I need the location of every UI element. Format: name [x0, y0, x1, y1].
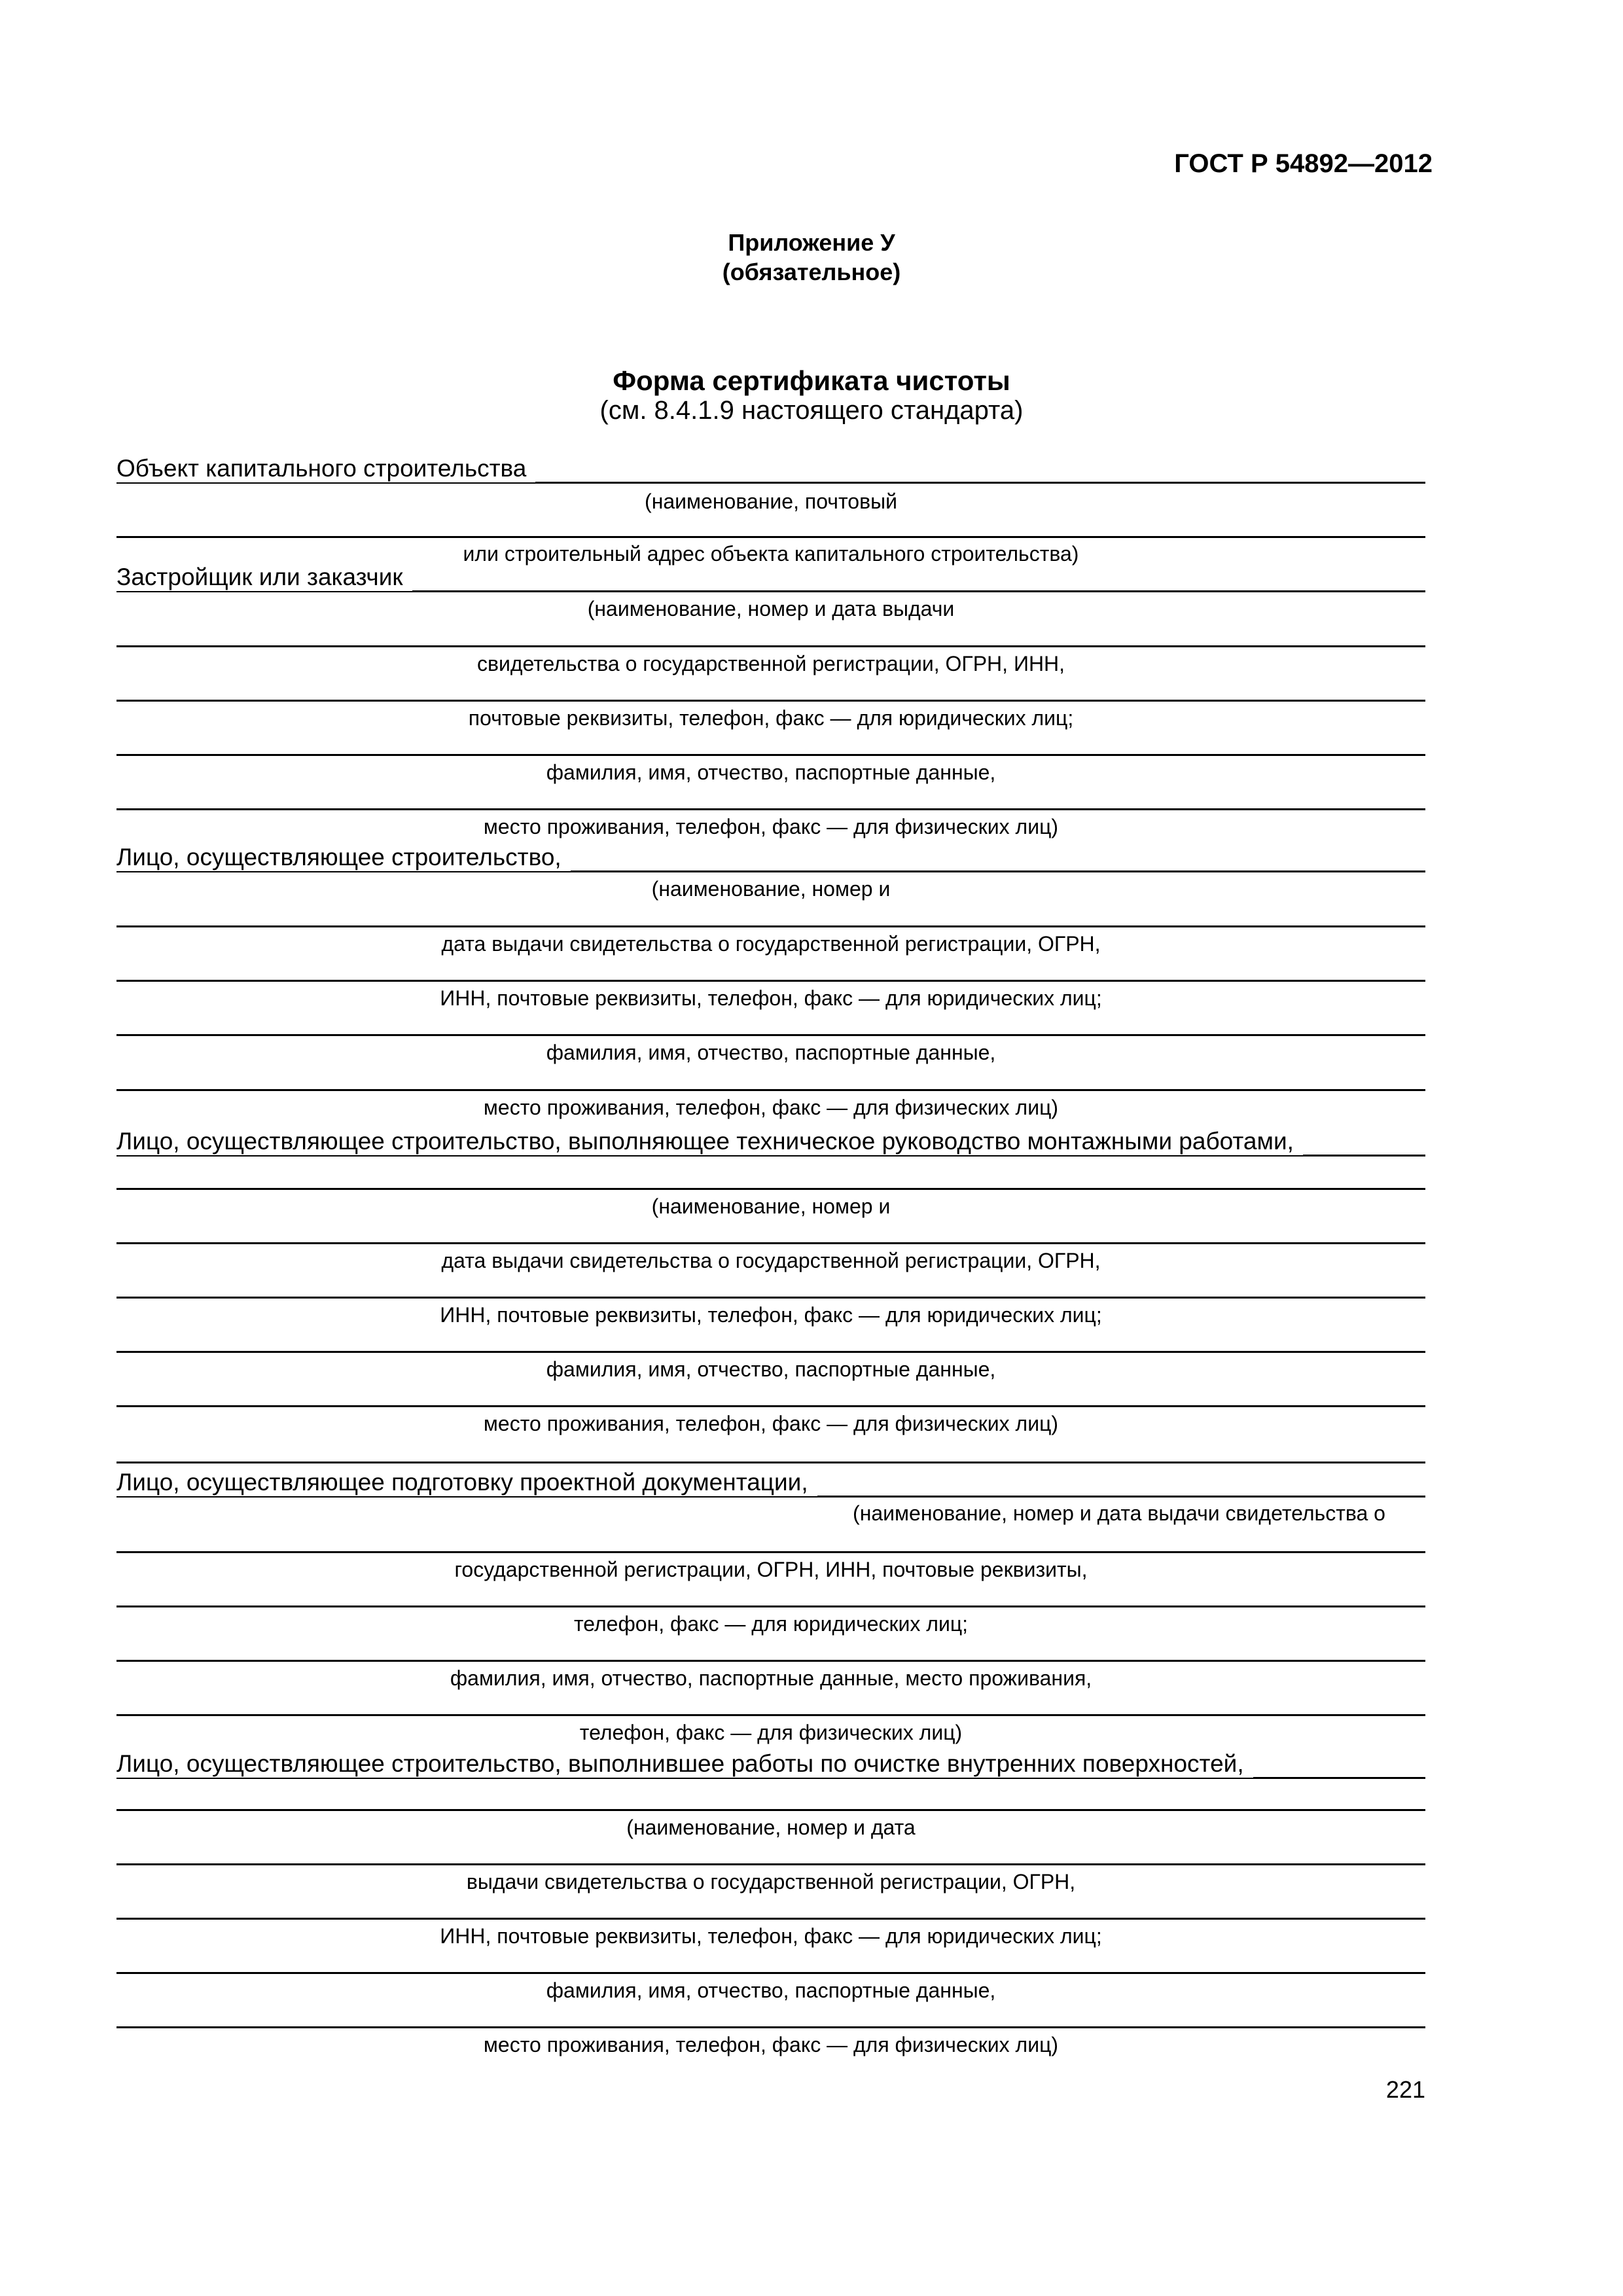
fill-line[interactable] [116, 1972, 1425, 1974]
field-hint: (наименование, номер и дата выдачи [587, 597, 955, 620]
field-hint: (наименование, номер и дата выдачи свидетельства о [853, 1501, 1385, 1525]
fill-line[interactable] [116, 1188, 1425, 1190]
field-hint: ИНН, почтовые реквизиты, телефон, факс — для юридических лиц; [440, 1924, 1102, 1948]
field-hint: государственной регистрации, ОГРН, ИНН, почтовые реквизиты, [454, 1558, 1088, 1581]
field-hint: свидетельства о государственной регистрации, ОГРН, ИНН, [476, 652, 1065, 675]
fill-line[interactable] [116, 980, 1425, 982]
form-subtitle: (см. 8.4.1.9 настоящего стандарта) [599, 396, 1024, 425]
form-title: Форма сертификата чистоты [613, 365, 1010, 396]
field-hint: место проживания, телефон, факс — для физических лиц) [483, 2033, 1059, 2056]
field-hint: (наименование, почтовый [645, 490, 897, 513]
field-hint: выдачи свидетельства о государственной регистрации, ОГРН, [466, 1870, 1076, 1893]
field-hint: телефон, факс — для физических лиц) [579, 1721, 963, 1744]
fill-line[interactable] [116, 2026, 1425, 2028]
field-hint: (наименование, номер и дата [626, 1816, 916, 1839]
field-hint: дата выдачи свидетельства о государственной регистрации, ОГРН, [441, 932, 1101, 956]
field-hint: (наименование, номер и [651, 877, 891, 901]
field-hint: фамилия, имя, отчество, паспортные данные, [546, 1041, 996, 1064]
field-hint: почтовые реквизиты, телефон, факс — для юридических лиц; [468, 706, 1074, 730]
appendix-status: (обязательное) [722, 259, 901, 285]
fill-line[interactable] [116, 536, 1425, 538]
fill-line[interactable] [116, 1918, 1425, 1920]
fill-line[interactable] [116, 925, 1425, 927]
fill-line[interactable] [116, 1089, 1425, 1091]
field-hint: фамилия, имя, отчество, паспортные данные, [546, 1357, 996, 1381]
field-hint: (наименование, номер и [651, 1194, 891, 1218]
fill-line[interactable] [116, 1242, 1425, 1244]
field-hint: ИНН, почтовые реквизиты, телефон, факс — для юридических лиц; [440, 1303, 1102, 1327]
appendix-name: Приложение У [728, 229, 895, 256]
field-hint: место проживания, телефон, факс — для физических лиц) [483, 1412, 1059, 1435]
field-hint: дата выдачи свидетельства о государственной регистрации, ОГРН, [441, 1249, 1101, 1272]
field-label-designer: Лицо, осуществляющее подготовку проектной документации, [116, 1469, 817, 1496]
standard-number: ГОСТ Р 54892—2012 [1174, 149, 1433, 178]
field-hint: место проживания, телефон, факс — для физических лиц) [483, 1096, 1059, 1119]
fill-line[interactable] [116, 1405, 1425, 1407]
field-hint: телефон, факс — для юридических лиц; [573, 1612, 969, 1636]
fill-line[interactable] [116, 1809, 1425, 1811]
fill-line[interactable] [116, 1660, 1425, 1662]
field-hint: фамилия, имя, отчество, паспортные данные, [546, 1979, 996, 2002]
field-label-object: Объект капитального строительства [116, 455, 535, 482]
field-label-cleaning-contractor: Лицо, осуществляющее строительство, выполнившее работы по очистке внутренних поверхностей, [116, 1750, 1253, 1778]
fill-line[interactable] [116, 1034, 1425, 1036]
field-hint: фамилия, имя, отчество, паспортные данные, [546, 761, 996, 784]
fill-line[interactable] [116, 1714, 1425, 1716]
fill-line[interactable] [116, 808, 1425, 810]
field-hint: фамилия, имя, отчество, паспортные данные, место проживания, [450, 1666, 1092, 1690]
fill-line[interactable] [116, 1551, 1425, 1553]
field-label-tech-supervisor: Лицо, осуществляющее строительство, выполняющее техническое руководство монтажными работами, [116, 1128, 1303, 1155]
fill-line[interactable] [116, 1297, 1425, 1299]
fill-line[interactable] [116, 754, 1425, 756]
fill-line[interactable] [116, 1863, 1425, 1865]
field-hint: или строительный адрес объекта капитального строительства) [463, 542, 1079, 565]
field-label-developer: Застройщик или заказчик [116, 564, 412, 591]
field-hint: ИНН, почтовые реквизиты, телефон, факс — для юридических лиц; [440, 986, 1102, 1010]
field-hint: место проживания, телефон, факс — для физических лиц) [483, 815, 1059, 838]
fill-line[interactable] [116, 700, 1425, 702]
fill-line[interactable] [116, 1462, 1425, 1463]
fill-line[interactable] [116, 1351, 1425, 1353]
page-number: 221 [1385, 2076, 1425, 2103]
fill-line[interactable] [116, 1605, 1425, 1607]
fill-line[interactable] [116, 645, 1425, 647]
field-label-builder: Лицо, осуществляющее строительство, [116, 844, 571, 871]
